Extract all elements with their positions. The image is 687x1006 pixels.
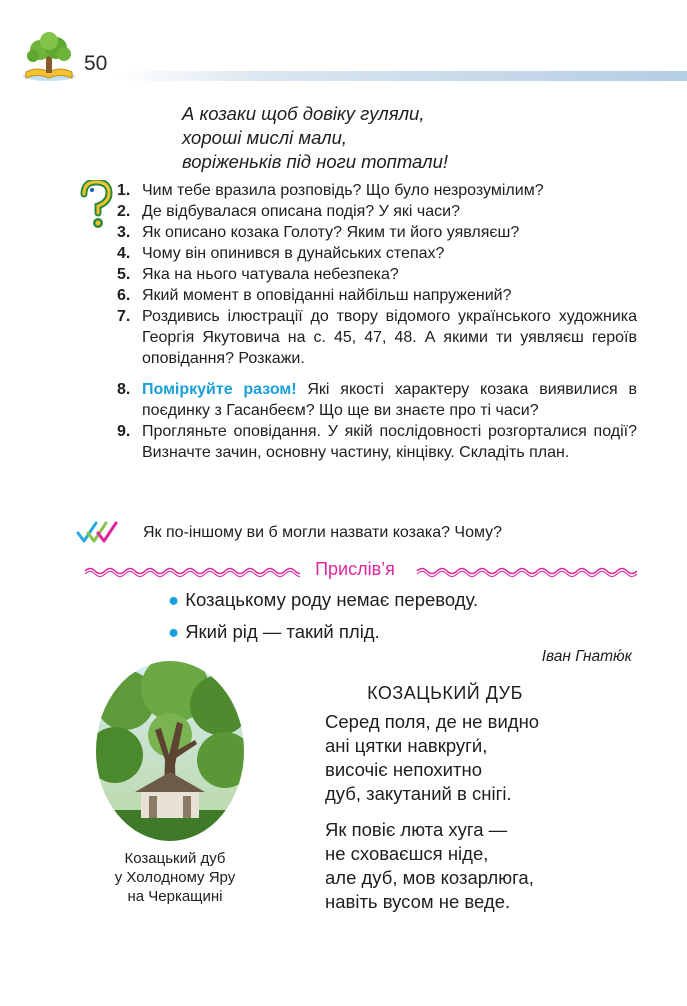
proverbs-title: Прислів’я — [300, 558, 410, 580]
header-bar — [115, 71, 687, 81]
poem-line: дуб, закутаний в снігі. — [325, 783, 512, 804]
question-text: Чому він опинився в дунайських степах? — [142, 245, 445, 262]
question-mark-icon — [78, 180, 114, 230]
question-number: 4. — [117, 245, 131, 262]
question-text: Який момент в оповіданні найбільш напружений? — [142, 287, 512, 304]
poem-line: не сховаєшся ніде, — [325, 843, 489, 864]
question-item — [117, 264, 637, 285]
question-text: Які якості характеру козака виявилися в поєдинку з Гасанбеєм? Що ще ви знаєте про ті часи? — [142, 381, 637, 419]
proverb-text: Козацькому роду немає переводу. — [185, 589, 479, 610]
question-item — [117, 285, 637, 306]
poem-line: ані цятки навкруги́, — [325, 735, 488, 756]
question-number: 1. — [117, 182, 131, 199]
poem-title: КОЗАЦЬКИЙ ДУБ — [367, 683, 523, 703]
photo-caption — [95, 849, 255, 906]
poem-stanza — [325, 818, 625, 914]
question-number: 8. — [117, 381, 131, 398]
poem-ending-line: хороші мислі мали, — [182, 127, 348, 148]
question-text: Роздивись ілюстрації до твору відомого українського художника Георгія Якутовича на с. 45, 47, 48. А якими ти уявляєш героїв оповідання? Розкажи. — [142, 308, 637, 367]
question-number: 5. — [117, 266, 131, 283]
oak-tree-photo — [95, 660, 245, 842]
poem-line: Як повіє люта хуга — — [325, 819, 508, 840]
poem-line: навіть вусом не веде. — [325, 891, 511, 912]
question-number: 2. — [117, 203, 131, 220]
question-number: 9. — [117, 423, 131, 440]
poem-line: але дуб, мов козарлюга, — [325, 867, 534, 888]
question-number: 7. — [117, 308, 131, 325]
poem-line: височіє непохитно — [325, 759, 482, 780]
caption-line: у Холодному Яру — [114, 869, 236, 886]
question-number: 3. — [117, 224, 131, 241]
question-item — [117, 306, 637, 369]
poem-ending-line: воріженьків під ноги топтали! — [182, 151, 449, 172]
tree-book-logo-icon — [20, 32, 78, 82]
question-text: Як описано козака Голоту? Яким ти його уявляєш? — [142, 224, 520, 241]
group-task-highlight: Поміркуйте разом! — [142, 381, 297, 398]
poem-stanza — [325, 710, 625, 806]
poem-ending-line: А козаки щоб довіку гуляли, — [182, 103, 425, 124]
question-item — [117, 180, 637, 201]
proverb-item — [168, 588, 478, 612]
question-item — [117, 379, 637, 421]
checkmarks-icon — [76, 520, 122, 544]
question-item — [117, 243, 637, 264]
poem-ending — [182, 102, 448, 174]
extra-question: Як по-іншому ви б могли назвати козака? Чому? — [143, 524, 503, 541]
proverb-text: Який рід — такий плід. — [185, 621, 380, 642]
bullet-icon: ● — [168, 621, 180, 642]
question-text: Яка на нього чатувала небезпека? — [142, 266, 399, 283]
question-text: Чим тебе вразила розповідь? Що було незрозумілим? — [142, 182, 544, 199]
question-item — [117, 222, 637, 243]
question-text: Де відбувалася описана подія? У які часи? — [142, 203, 460, 220]
question-item — [117, 201, 637, 222]
caption-line: на Черкащині — [127, 888, 223, 905]
poem-author: Іван Гнатю́к — [541, 648, 632, 665]
poem-line: Серед поля, де не видно — [325, 711, 540, 732]
question-text: Прогляньте оповідання. У якій послідовності розгорталися події? Визначте зачин, основну частину, кінцівку. Складіть план. — [142, 423, 637, 461]
caption-line: Козацький дуб — [124, 850, 226, 867]
question-number: 6. — [117, 287, 131, 304]
questions-list — [117, 180, 637, 463]
question-item — [117, 421, 637, 463]
bullet-icon: ● — [168, 589, 180, 610]
proverb-item — [168, 620, 380, 644]
page-number: 50 — [84, 52, 108, 75]
